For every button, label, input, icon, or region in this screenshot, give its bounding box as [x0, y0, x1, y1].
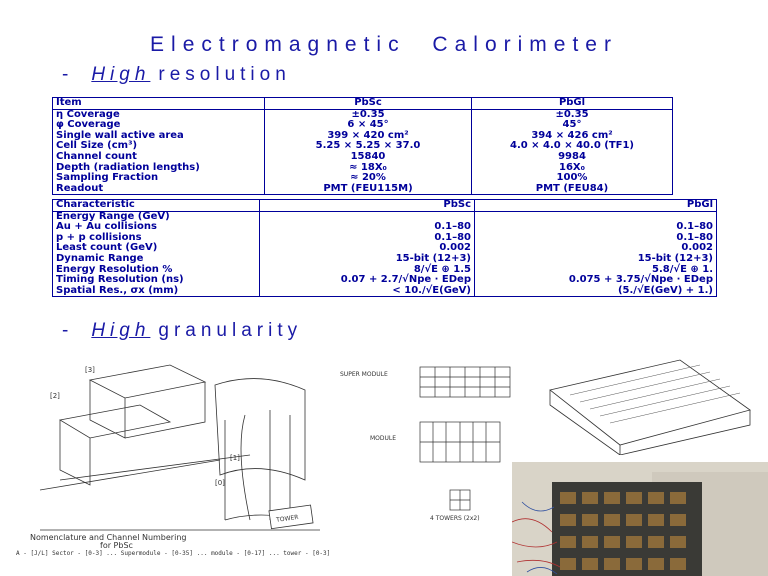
bullet-granularity — [62, 320, 302, 342]
diagram-footer: A - [J/L] Sector - [0-3] ... Supermodule - [0-35] ... module - [0-17] ... tower - [0-3] — [16, 550, 331, 557]
module-label: MODULE — [370, 435, 397, 442]
table2-header-pbgl: PbGl — [475, 200, 717, 212]
table1-header-pbsc: PbSc — [265, 98, 472, 110]
table2-header-characteristic: Characteristic — [53, 200, 260, 212]
table1-col-labels: η Coverage φ Coverage Single wall active area Cell Size (cm³) Channel count Depth (radiation lengths) Sampling Fraction Readout — [53, 109, 265, 195]
bullet-emphasis: High — [91, 64, 151, 85]
detector-photo — [512, 462, 768, 576]
bullet-dash: - — [62, 320, 74, 341]
spec-table-performance — [52, 199, 717, 297]
towers-label: 4 TOWERS (2x2) — [430, 515, 480, 522]
diagram-caption-2: for PbSc — [100, 541, 133, 550]
spec-table-detector — [52, 97, 673, 195]
bullet-resolution — [62, 64, 291, 86]
table1-header-item: Item — [53, 98, 265, 110]
sector-label-0: [0] — [215, 479, 225, 487]
diagram-caption-1: Nomenclature and Channel Numbering — [30, 533, 187, 542]
sector-label-3: [3] — [85, 366, 95, 374]
bullet-text: granularity — [158, 320, 303, 341]
table2-col-labels: Energy Range (GeV) Au + Au collisions p + p collisions Least count (GeV) Dynamic Range Energy Resolution % Timing Resolution (ns) Spatial Res., σx (mm) — [53, 211, 260, 297]
bullet-text: resolution — [158, 64, 291, 85]
bullet-dash: - — [62, 64, 74, 85]
slide-title: Electromagnetic Calorimeter — [150, 33, 618, 56]
bullet-emphasis: High — [91, 320, 151, 341]
sector-label-2: [2] — [50, 392, 60, 400]
table2-col-pbgl: 0.1–80 0.1–80 0.002 15-bit (12+3) 5.8/√E ⊕ 1. 0.075 + 3.75/√Npe · EDep (5./√E(GeV) + 1.) — [475, 211, 717, 297]
module-diagram — [330, 362, 520, 552]
table1-col-pbgl: ±0.35 45° 394 × 426 cm² 4.0 × 4.0 × 40.0 (TF1) 9984 16X₀ 100% PMT (FEU84) — [472, 109, 673, 195]
stamp-label: TOWER — [275, 513, 299, 524]
sector-diagram — [20, 360, 320, 550]
table2-header-pbsc: PbSc — [260, 200, 475, 212]
sector-label-1: [1] — [230, 454, 240, 462]
table1-col-pbsc: ±0.35 6 × 45° 399 × 420 cm² 5.25 × 5.25 × 37.0 15840 ≈ 18X₀ ≈ 20% PMT (FEU115M) — [265, 109, 472, 195]
hardware-sketch — [530, 350, 765, 455]
table1-header-pbgl: PbGl — [472, 98, 673, 110]
supermodule-label: SUPER MODULE — [340, 371, 388, 378]
table2-col-pbsc: 0.1–80 0.1–80 0.002 15-bit (12+3) 8/√E ⊕ 1.5 0.07 + 2.7/√Npe · EDep < 10./√E(GeV) — [260, 211, 475, 297]
